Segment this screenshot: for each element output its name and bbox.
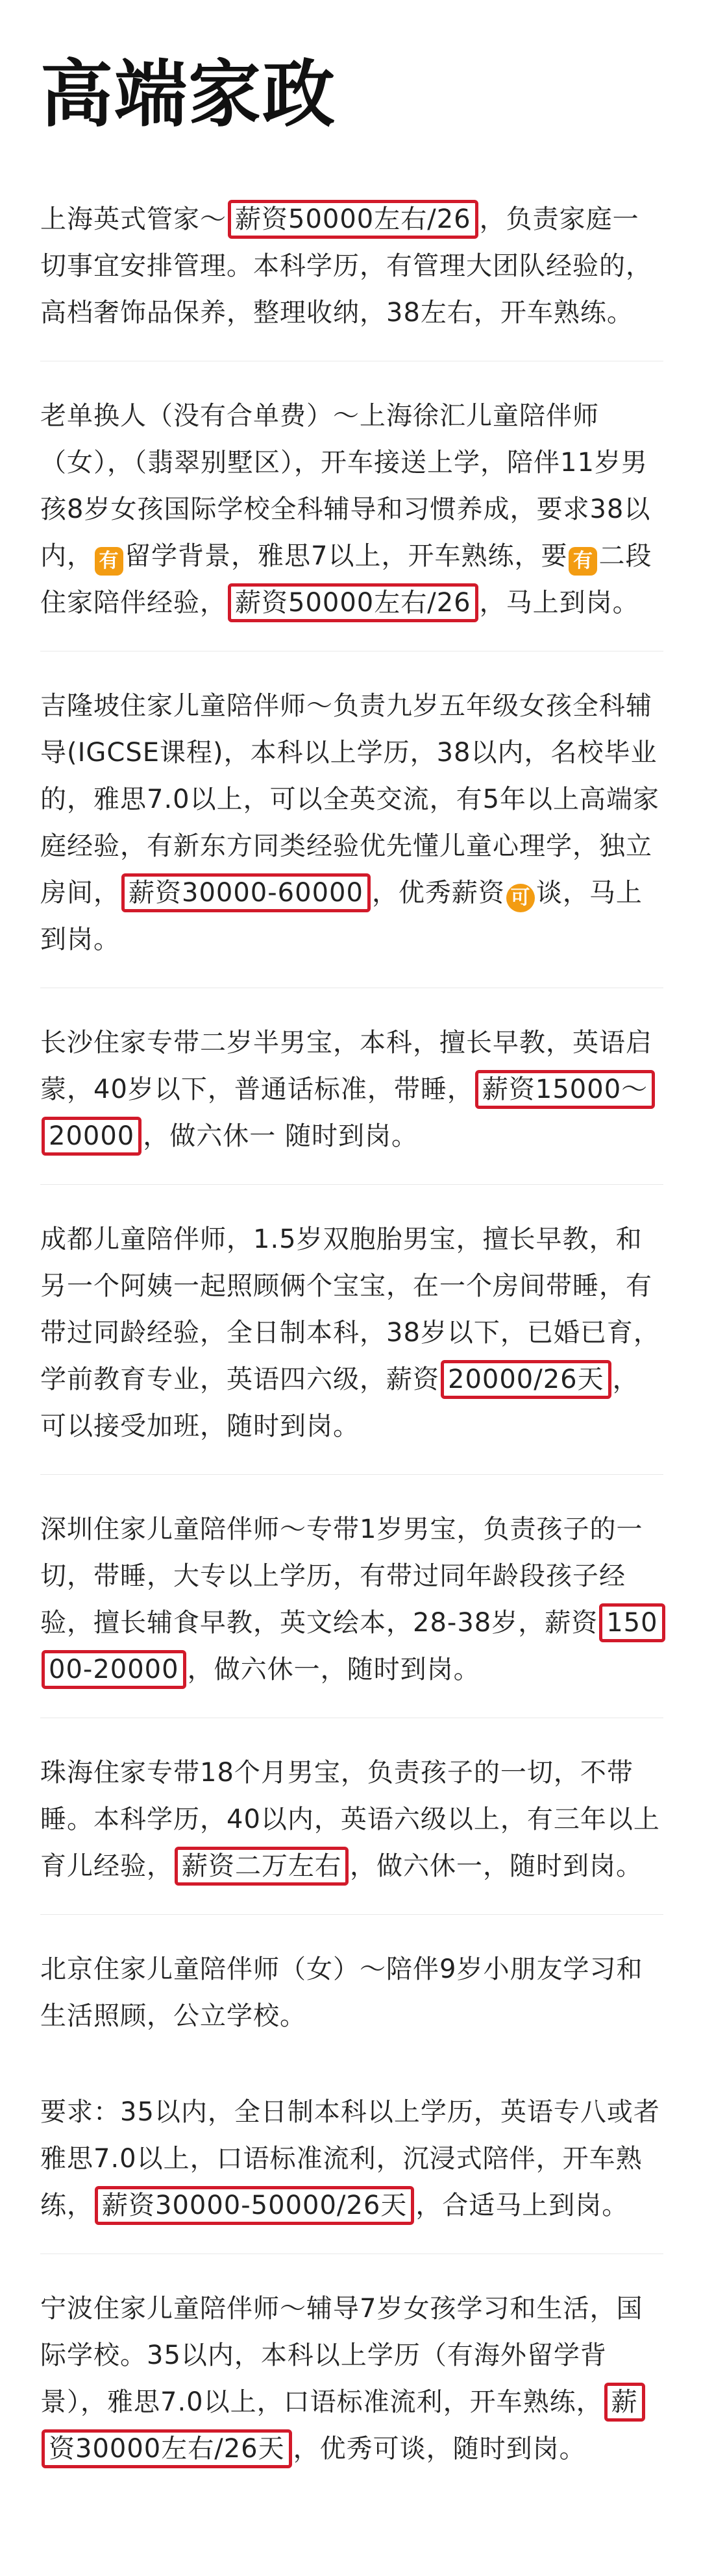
job-post-shenzhen bbox=[40, 1506, 663, 1693]
post-text: 要求：35以内，全日制本科以上学历，英语专八或者雅思7.0以上，口语标准流利，沉浸式陪伴，开车熟练， bbox=[40, 2097, 660, 2220]
post-text: ，做六休一 随时到岗。 bbox=[143, 1121, 418, 1151]
article bbox=[0, 53, 701, 2472]
post-text: 谈，马上到岗。 bbox=[40, 878, 643, 954]
post-text: ，优秀薪资 bbox=[371, 878, 505, 908]
job-post-ningbo bbox=[40, 2285, 663, 2472]
job-post-chengdu bbox=[40, 1216, 663, 1450]
post-text: 二段住家陪伴经验， bbox=[40, 541, 652, 618]
salary-highlight: 薪资30000左右/26天 bbox=[42, 2383, 645, 2468]
post-text: 深圳住家儿童陪伴师～专带1岁男宝，负责孩子的一切，带睡，大专以上学历，有带过同年龄段孩子经验，擅长辅食早教，英文绘本，28-38岁，薪资 bbox=[40, 1514, 643, 1638]
page-title: 高端家政 bbox=[40, 53, 336, 137]
job-post-changsha bbox=[40, 1019, 663, 1160]
post-text: 宁波住家儿童陪伴师～辅导7岁女孩学习和生活，国际学校。35以内，本科以上学历（有海外留学背景），雅思7.0以上，口语标准流利，开车熟练， bbox=[40, 2294, 643, 2417]
post-text: ，负责家庭一切事宜安排管理。本科学历，有管理大团队经验的，高档奢饰品保养，整理收纳，38左右，开车熟练。 bbox=[40, 204, 652, 328]
divider bbox=[40, 1914, 663, 1915]
you-emoji-icon: 有 bbox=[569, 547, 597, 576]
job-post-beijing bbox=[40, 1946, 663, 2039]
post-text: 吉隆坡住家儿童陪伴师～负责九岁五年级女孩全科辅导(IGCSE课程)，本科以上学历，38以内，名校毕业的，雅思7.0以上，可以全英交流，有5年以上高端家庭经验，有新东方同类经验优先懂儿童心理学，独立房间， bbox=[40, 691, 660, 908]
post-text: 留学背景，雅思7以上，开车熟练，要 bbox=[125, 541, 568, 571]
salary-highlight: 20000/26天 bbox=[441, 1360, 611, 1399]
salary-highlight: 薪资50000左右/26 bbox=[228, 583, 478, 622]
post-text: 长沙住家专带二岁半男宝，本科，擅长早教，英语启蒙，40岁以下，普通话标准，带睡， bbox=[40, 1028, 652, 1104]
job-post-beijing-requirements bbox=[40, 2089, 663, 2229]
ke-emoji-icon: 可 bbox=[506, 884, 535, 912]
job-post-kuala-lumpur bbox=[40, 683, 663, 963]
job-post-shanghai-xuhui bbox=[40, 393, 663, 626]
salary-highlight: 薪资二万左右 bbox=[175, 1847, 349, 1886]
post-text: 成都儿童陪伴师，1.5岁双胞胎男宝，擅长早教，和另一个阿姨一起照顾俩个宝宝，在一个房间带睡，有带过同龄经验，全日制本科，38岁以下，已婚已育，学前教育专业，英语四六级，薪资 bbox=[40, 1224, 660, 1394]
post-text: ，可以接受加班，随时到岗。 bbox=[40, 1365, 639, 1441]
salary-highlight: 薪资30000-50000/26天 bbox=[95, 2186, 414, 2225]
divider bbox=[40, 1474, 663, 1475]
post-text: 珠海住家专带18个月男宝，负责孩子的一切，不带睡。本科学历，40以内，英语六级以上，有三年以上育儿经验， bbox=[40, 1758, 660, 1881]
post-text: 北京住家儿童陪伴师（女）～陪伴9岁小朋友学习和生活照顾，公立学校。 bbox=[40, 1954, 643, 2031]
job-post-zhuhai bbox=[40, 1749, 663, 1889]
post-text: ，马上到岗。 bbox=[479, 588, 639, 618]
you-emoji-icon: 有 bbox=[95, 547, 123, 576]
post-text: ，做六休一，随时到岗。 bbox=[350, 1851, 643, 1881]
salary-highlight: 薪资15000～20000 bbox=[42, 1070, 655, 1156]
post-text: 老单换人（没有合单费）～上海徐汇儿童陪伴师（女），（翡翠别墅区），开车接送上学，陪伴11岁男孩8岁女孩国际学校全科辅导和习惯养成，要求38以内， bbox=[40, 401, 651, 571]
post-text: ，做六休一，随时到岗。 bbox=[187, 1655, 480, 1684]
salary-highlight: 薪资30000-60000 bbox=[121, 873, 371, 912]
post-text: ，合适马上到岗。 bbox=[415, 2191, 629, 2220]
divider bbox=[40, 1184, 663, 1185]
salary-highlight: 薪资50000左右/26 bbox=[228, 200, 478, 239]
job-post-shanghai-butler bbox=[40, 196, 663, 336]
salary-highlight: 15000-20000 bbox=[42, 1603, 665, 1689]
post-text: ，优秀可谈，随时到岗。 bbox=[293, 2434, 586, 2464]
post-text: 上海英式管家～ bbox=[40, 204, 227, 234]
